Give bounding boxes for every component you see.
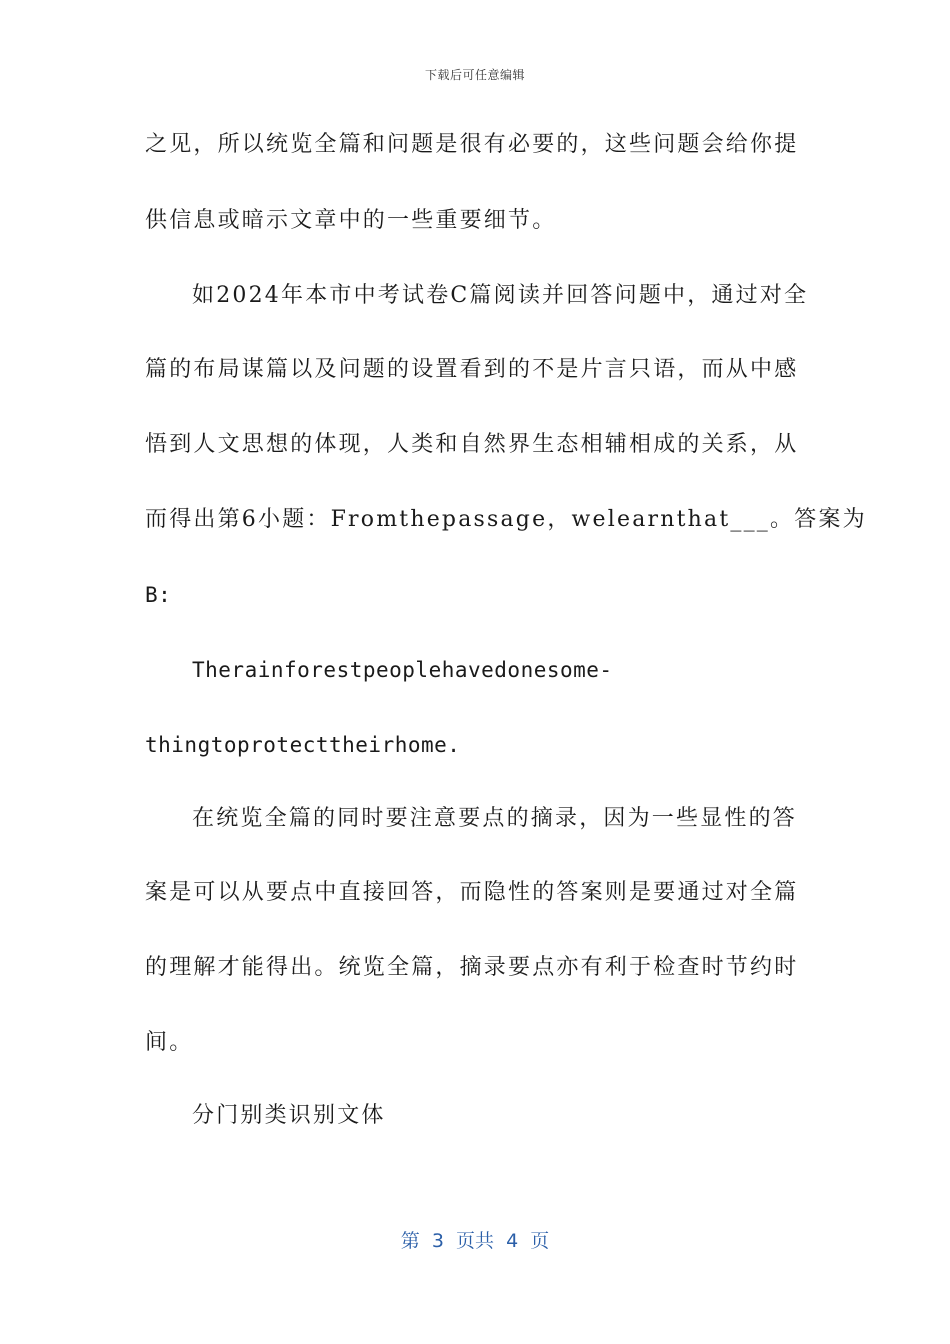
body-line: 供信息或暗示文章中的一些重要细节。 [145, 208, 557, 233]
body-line: 的理解才能得出。统览全篇，摘录要点亦有利于检查时节约时 [145, 955, 799, 980]
body-line: 在统览全篇的同时要注意要点的摘录，因为一些显性的答 [192, 806, 798, 831]
body-line: 篇的布局谋篇以及问题的设置看到的不是片言只语，而从中感 [145, 357, 799, 382]
body-line: 间。 [145, 1030, 194, 1055]
body-line: 案是可以从要点中直接回答，而隐性的答案则是要通过对全篇 [145, 880, 799, 905]
body-line: 而得出第6小题：Fromthepassage，welearnthat___。答案为 [145, 507, 867, 532]
body-line: B: [145, 583, 172, 607]
page-footer: 第 3 页共 4 页 [400, 1230, 550, 1252]
body-line: thingtoprotecttheirhome. [145, 733, 461, 757]
page-header: 下载后可任意编辑 [424, 68, 525, 82]
body-line: 如2024年本市中考试卷C篇阅读并回答问题中，通过对全 [192, 283, 809, 308]
body-line: 分门别类识别文体 [192, 1103, 386, 1128]
body-line: Therainforestpeoplehavedonesome- [192, 658, 613, 682]
body-line: 悟到人文思想的体现，人类和自然界生态相辅相成的关系，从 [145, 432, 799, 457]
body-line: 之见，所以统览全篇和问题是很有必要的，这些问题会给你提 [145, 132, 799, 157]
